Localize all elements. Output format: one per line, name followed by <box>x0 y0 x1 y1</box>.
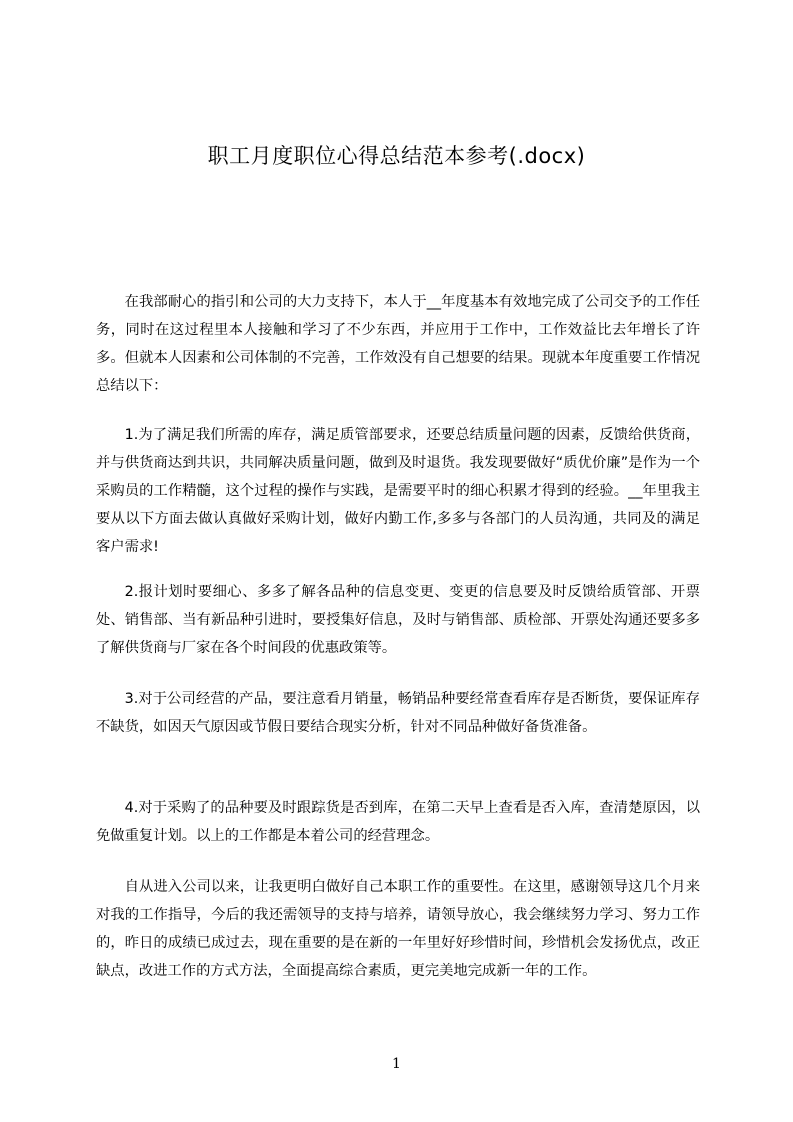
paragraph-item-2: 2.报计划时要细心、多多了解各品种的信息变更、变更的信息要及时反馈给质管部、开票处、销售部、当有新品种引进时，要授集好信息，及时与销售部、质检部、开票处沟通还要多多了解供货商与厂家在各个时间段的优惠政策等。 <box>96 584 700 656</box>
page-number: 1 <box>392 1056 401 1072</box>
paragraph-item-3: 3.对于公司经营的产品，要注意看月销量，畅销品种要经常查看库存是否断货，要保证库存不缺货，如因天气原因或节假日要结合现实分析，针对不同品种做好备货准备。 <box>96 691 700 735</box>
paragraph-item-1: 1.为了满足我们所需的库存，满足质管部要求，还要总结质量问题的因素，反馈给供货商，并与供货商达到共识，共同解决质量问题，做到及时退货。我发现要做好“质优价廉”是作为一个采购员的工作精髓，这个过程的操作与实践，是需要平时的细心积累才得到的经验。__年里我主要从以下方面去做认真做好采购计划，做好内勤工作,多多与各部门的人员沟通，共同及的满足客户需求! <box>96 427 700 555</box>
paragraph-intro: 在我部耐心的指引和公司的大力支持下，本人于__年度基本有效地完成了公司交予的工作任务，同时在这过程里本人接触和学习了不少东西，并应用于工作中，工作效益比去年增长了许多。但就本人因素和公司体制的不完善，工作效没有自己想要的结果。现就本年度重要工作情况总结以下： <box>96 294 700 394</box>
document-title: 职工月度职位心得总结范本参考(.docx) <box>207 144 586 168</box>
paragraph-item-4: 4.对于采购了的品种要及时跟踪货是否到库，在第二天早上查看是否入库，查清楚原因，以免做重复计划。以上的工作都是本着公司的经营理念。 <box>96 800 700 844</box>
paragraph-conclusion: 自从进入公司以来，让我更明白做好自己本职工作的重要性。在这里，感谢领导这几个月来对我的工作指导，今后的我还需领导的支持与培养，请领导放心，我会继续努力学习、努力工作的，昨日的成绩已成过去，现在重要的是在新的一年里好好珍惜时间，珍惜机会发扬优点，改正缺点，改进工作的方式方法，全面提高综合素质，更完美地完成新一年的工作。 <box>96 879 700 979</box>
